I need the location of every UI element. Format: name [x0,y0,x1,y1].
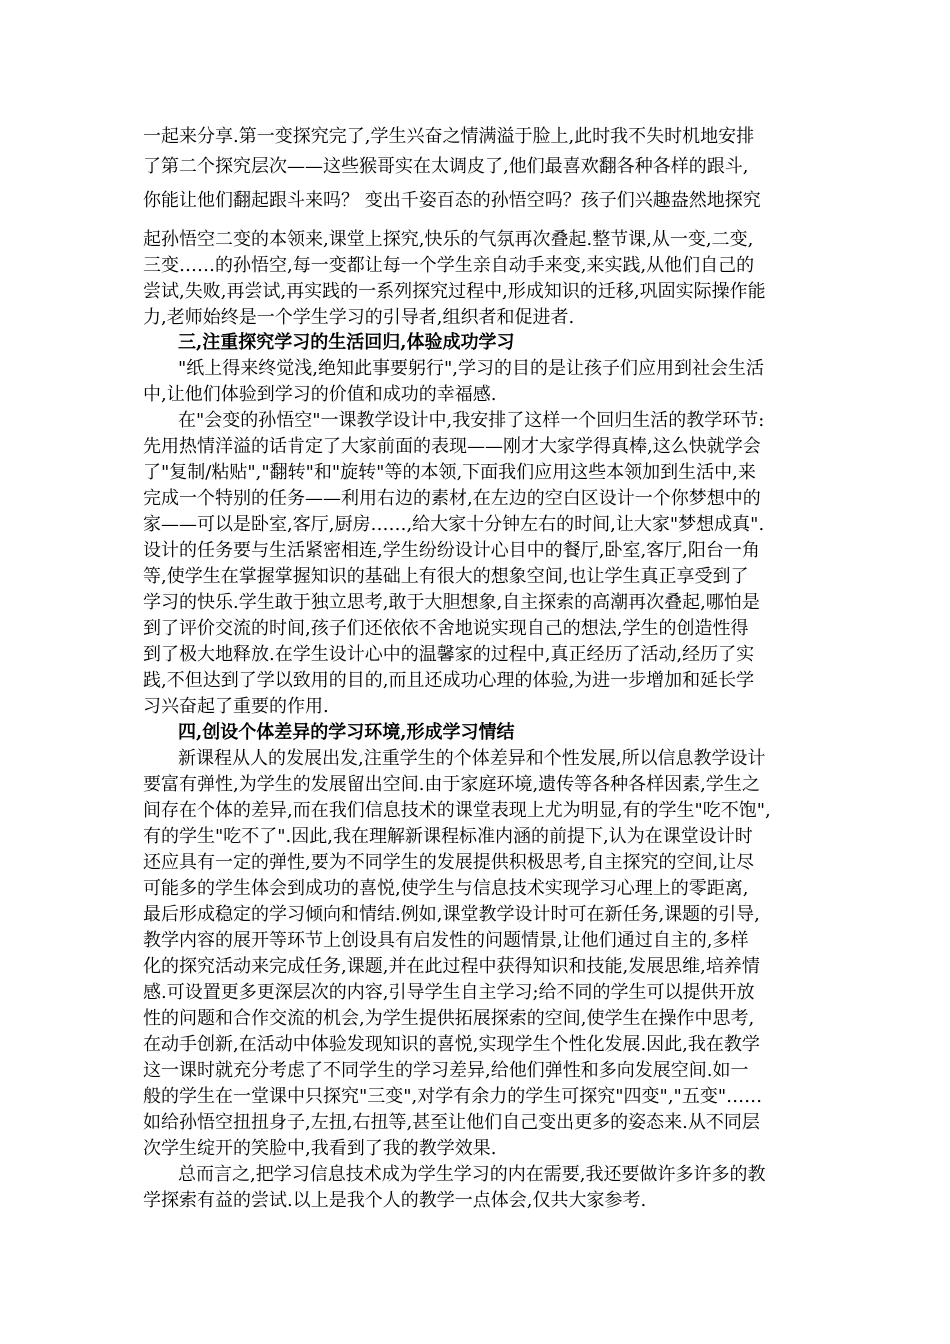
paragraph-line: 设计的任务要与生活紧密相连,学生纷纷设计心目中的餐厅,卧室,客厅,阳台一角 [143,540,760,561]
paragraph-line: 中,让他们体验到学习的价值和成功的幸福感. [143,384,497,405]
paragraph-line: 完成一个特别的任务——利用右边的素材,在左边的空白区设计一个你梦想中的 [143,488,761,509]
paragraph-line: 最后形成稳定的学习倾向和情结.例如,课堂教学设计时可在新任务,课题的引导, [143,904,760,925]
paragraph-line: 在"会变的孙悟空"一课教学设计中,我安排了这样一个回归生活的教学环节: [178,410,765,431]
paragraph-line: 要富有弹性,为学生的发展留出空间.由于家庭环境,遗传等各种各样因素,学生之 [143,774,760,795]
paragraph-line: 先用热情洋溢的话肯定了大家前面的表现——刚才大家学得真棒,这么快就学会 [143,436,761,457]
paragraph-line: 这一课时就充分考虑了不同学生的学习差异,给他们弹性和多向发展空间.如一 [143,1060,749,1081]
paragraph-line: 性的问题和合作交流的机会,为学生提供拓展探索的空间,使学生在操作中思考, [143,1008,755,1029]
paragraph-line: 化的探究活动来完成任务,课题,并在此过程中获得知识和技能,发展思维,培养情 [143,956,760,977]
paragraph-line: 到了评价交流的时间,孩子们还依依不舍地说实现自己的想法,学生的创造性得 [143,618,749,639]
section-heading: 三,注重探究学习的生活回归,体验成功学习 [178,332,515,353]
paragraph-line: 力,老师始终是一个学生学习的引导者,组织者和促进者. [143,307,575,328]
paragraph-line: 了第二个探究层次——这些猴哥实在太调皮了,他们最喜欢翻各种各样的跟斗, [143,156,749,177]
paragraph-line: 新课程从人的发展出发,注重学生的个体差异和个性发展,所以信息教学设计 [178,748,766,769]
paragraph-line: 感.可设置更多更深层次的内容,引导学生自主学习;给不同的学生可以提供开放 [143,982,755,1003]
paragraph-line: 等,使学生在掌握掌握知识的基础上有很大的想象空间,也让学生真正享受到了 [143,566,749,587]
paragraph-line: 三变……的孙悟空,每一变都让每一个学生亲自动手来变,来实践,从他们自己的 [143,255,755,276]
paragraph-line: 可能多的学生体会到成功的喜悦,使学生与信息技术实现学习心理上的零距离, [143,878,749,899]
paragraph-line: 在动手创新,在活动中体验发现知识的喜悦,实现学生个性化发展.因此,我在教学 [143,1034,760,1055]
paragraph-line: 习兴奋起了重要的作用. [143,696,329,717]
paragraph-line: 教学内容的展开等环节上创设具有启发性的问题情景,让他们通过自主的,多样 [143,930,749,951]
paragraph-line: "纸上得来终觉浅,绝知此事要躬行",学习的目的是让孩子们应用到社会生活 [178,358,764,379]
section-heading: 四,创设个体差异的学习环境,形成学习情结 [178,722,515,743]
paragraph-line: 践,不但达到了学以致用的目的,而且还成功心理的体验,为进一步增加和延长学 [143,670,755,691]
paragraph-line: 一起来分享.第一变探究完了,学生兴奋之情满溢于脸上,此时我不失时机地安排 [143,126,755,147]
paragraph-line: 学习的快乐.学生敢于独立思考,敢于大胆想象,自主探索的高潮再次叠起,哪怕是 [143,592,760,613]
paragraph-line: 次学生绽开的笑脸中,我看到了我的教学效果. [143,1138,497,1159]
paragraph-line: 有的学生"吃不了".因此,我在理解新课程标准内涵的前提下,认为在课堂设计时 [143,826,753,847]
paragraph-line: 家——可以是卧室,客厅,厨房……,给大家十分钟左右的时间,让大家"梦想成真". [143,514,765,535]
paragraph-line: 还应具有一定的弹性,要为不同学生的发展提供积极思考,自主探究的空间,让尽 [143,852,755,873]
paragraph-line: 你能让他们翻起跟斗来吗？ 变出千姿百态的孙悟空吗？孩子们兴趣盎然地探究 [143,190,761,211]
paragraph-line: 到了极大地释放.在学生设计心中的温馨家的过程中,真正经历了活动,经历了实 [143,644,755,665]
paragraph-line: 总而言之,把学习信息技术成为学生学习的内在需要,我还要做许多许多的教 [178,1164,766,1185]
paragraph-line: 如给孙悟空扭扭身子,左扭,右扭等,甚至让他们自己变出更多的姿态来.从不同层 [143,1112,760,1133]
paragraph-line: 般的学生在一堂课中只探究"三变",对学有余力的学生可探究"四变","五变"…… [143,1086,763,1107]
paragraph-line: 间存在个体的差异,而在我们信息技术的课堂表现上尤为明显,有的学生"吃不饱", [143,800,771,821]
paragraph-line: 起孙悟空二变的本领来,课堂上探究,快乐的气氛再次叠起.整节课,从一变,二变, [143,229,754,250]
paragraph-line: 学探索有益的尝试.以上是我个人的教学一点体会,仅共大家参考. [143,1190,647,1211]
paragraph-line: 尝试,失败,再尝试,再实践的一系列探究过程中,形成知识的迁移,巩固实际操作能 [143,281,766,302]
paragraph-line: 了"复制/粘贴","翻转"和"旋转"等的本领,下面我们应用这些本领加到生活中,来 [143,462,756,483]
